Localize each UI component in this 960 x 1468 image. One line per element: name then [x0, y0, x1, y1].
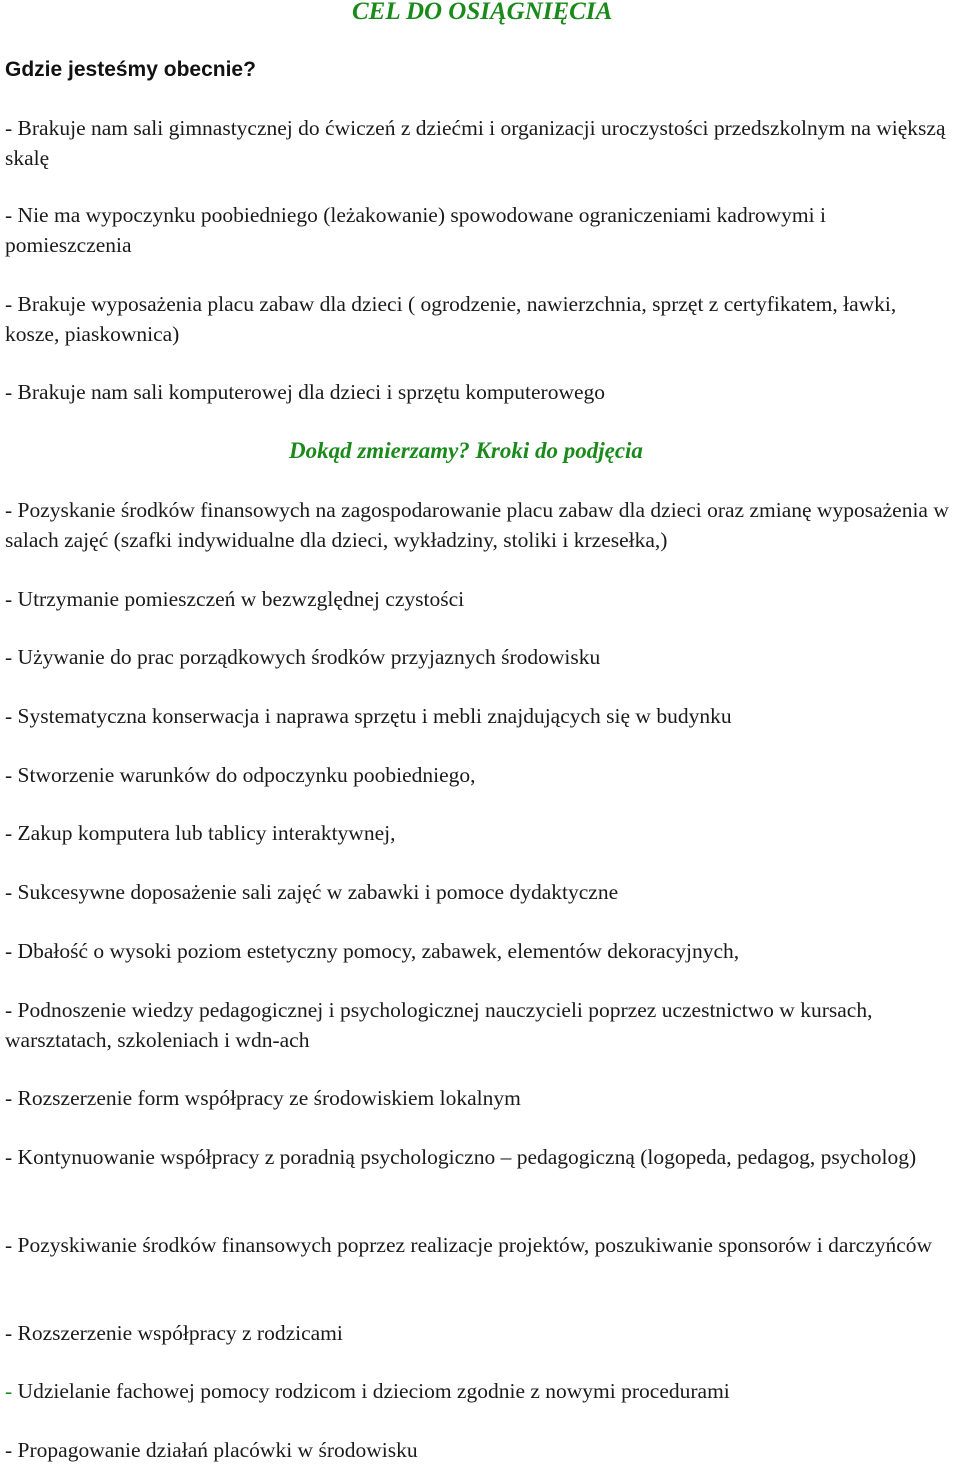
list-dash: - [5, 939, 13, 963]
list-dash: - [5, 1438, 13, 1462]
list-dash: - [5, 704, 13, 728]
step-item [5, 496, 955, 555]
step-item [5, 761, 955, 791]
step-item-text: Używanie do prac porządkowych środków przyjaznych środowisku [17, 645, 601, 669]
step-item-text: Rozszerzenie form współpracy ze środowiskiem lokalnym [17, 1086, 521, 1110]
list-dash: - [5, 380, 13, 404]
current-item-text: Brakuje wyposażenia placu zabaw dla dzieci ( ogrodzenie, nawierzchnia, sprzęt z certyfikatem, ławki, kosze, piaskownica) [5, 292, 897, 346]
list-dash: - [5, 1233, 13, 1257]
goal-heading: CEL DO OSIĄGNIĘCIA [352, 0, 613, 25]
list-dash: - [5, 763, 13, 787]
step-item [5, 937, 955, 967]
step-item-text: Rozszerzenie współpracy z rodzicami [17, 1321, 343, 1345]
step-item-text: Kontynuowanie współpracy z poradnią psychologiczno – pedagogiczną (logopeda, pedagog, psycholog) [17, 1145, 917, 1169]
current-item-text: Brakuje nam sali gimnastycznej do ćwiczeń z dziećmi i organizacji uroczystości przedszkolnym na większą skalę [5, 116, 946, 170]
current-item [5, 290, 955, 349]
list-dash: - [5, 821, 13, 845]
step-item [5, 643, 955, 673]
step-item [5, 996, 955, 1055]
step-item-text: Stworzenie warunków do odpoczynku poobiedniego, [17, 763, 476, 787]
list-dash: - [5, 1086, 13, 1110]
list-dash: - [5, 292, 13, 316]
current-item-text: Brakuje nam sali komputerowej dla dzieci i sprzętu komputerowego [17, 380, 606, 404]
step-item-text: Systematyczna konserwacja i naprawa sprzętu i mebli znajdujących się w budynku [17, 704, 732, 728]
step-item [5, 1143, 955, 1173]
step-item [5, 1436, 955, 1466]
list-dash: - [5, 998, 13, 1022]
step-item-text: Utrzymanie pomieszczeń w bezwzględnej czystości [17, 587, 465, 611]
step-item [5, 702, 955, 732]
step-item [5, 878, 955, 908]
current-item [5, 378, 955, 408]
step-item [5, 585, 955, 615]
step-item-text: Podnoszenie wiedzy pedagogicznej i psychologicznej nauczycieli poprzez uczestnictwo w kursach, warsztatach, szkoleniach i wdn-ach [5, 998, 873, 1052]
step-item-text: Dbałość o wysoki poziom estetyczny pomocy, zabawek, elementów dekoracyjnych, [17, 939, 740, 963]
current-state-heading: Gdzie jesteśmy obecnie? [5, 58, 256, 81]
step-item-text: Sukcesywne doposażenie sali zajęć w zabawki i pomoce dydaktyczne [17, 880, 619, 904]
list-dash: - [5, 203, 13, 227]
step-item-text: Udzielanie fachowej pomocy rodzicom i dzieciom zgodnie z nowymi procedurami [17, 1379, 730, 1403]
step-item-text: Zakup komputera lub tablicy interaktywnej, [17, 821, 396, 845]
list-dash: - [5, 1379, 13, 1403]
list-dash: - [5, 1321, 13, 1345]
steps-heading: Dokąd zmierzamy? Kroki do podjęcia [289, 438, 643, 463]
current-item [5, 201, 955, 260]
list-dash: - [5, 1145, 13, 1169]
step-item [5, 1319, 955, 1349]
step-item-text: Pozyskiwanie środków finansowych poprzez realizacje projektów, poszukiwanie sponsorów i darczyńców [17, 1233, 933, 1257]
step-item [5, 1084, 955, 1114]
current-item-text: Nie ma wypoczynku poobiedniego (leżakowanie) spowodowane ograniczeniami kadrowymi i pomieszczenia [5, 203, 826, 257]
list-dash: - [5, 116, 13, 140]
step-item [5, 1231, 955, 1261]
step-item [5, 1377, 955, 1407]
step-item [5, 819, 955, 849]
list-dash: - [5, 587, 13, 611]
list-dash: - [5, 498, 13, 522]
list-dash: - [5, 645, 13, 669]
step-item-text: Propagowanie działań placówki w środowisku [17, 1438, 418, 1462]
list-dash: - [5, 880, 13, 904]
current-item [5, 114, 955, 173]
step-item-text: Pozyskanie środków finansowych na zagospodarowanie placu zabaw dla dzieci oraz zmianę wyposażenia w salach zajęć (szafki indywidualne dla dzieci, wykładziny, stoliki i krzesełka,) [5, 498, 949, 552]
